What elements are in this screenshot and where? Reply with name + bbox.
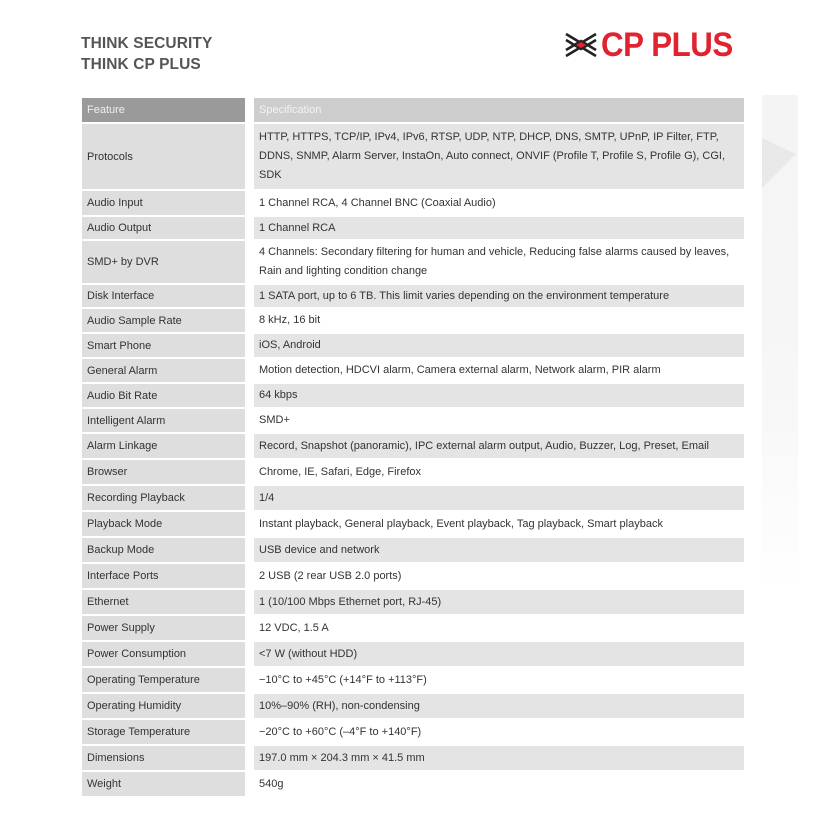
- feature-cell: Alarm Linkage: [82, 434, 245, 458]
- feature-cell: Storage Temperature: [82, 720, 245, 744]
- tagline-line-1: THINK SECURITY: [81, 35, 213, 52]
- table-row: [82, 720, 744, 744]
- feature-cell: Operating Humidity: [82, 694, 245, 718]
- table-row: [82, 434, 744, 458]
- feature-cell: Weight: [82, 772, 245, 796]
- table-row: [82, 334, 744, 357]
- feature-cell: Operating Temperature: [82, 668, 245, 692]
- specification-cell: 8 kHz, 16 bit: [254, 309, 744, 332]
- table-row: [82, 285, 744, 307]
- column-header-feature: Feature: [82, 98, 245, 122]
- specification-cell: 197.0 mm × 204.3 mm × 41.5 mm: [254, 746, 744, 770]
- specification-cell: −20°C to +60°C (–4°F to +140°F): [254, 720, 744, 744]
- specification-cell: 64 kbps: [254, 384, 744, 407]
- specification-cell: Motion detection, HDCVI alarm, Camera external alarm, Network alarm, PIR alarm: [254, 359, 744, 382]
- table-row: [82, 486, 744, 510]
- table-row: [82, 668, 744, 692]
- specification-cell: SMD+: [254, 409, 744, 432]
- table-row: [82, 409, 744, 432]
- specification-cell: HTTP, HTTPS, TCP/IP, IPv4, IPv6, RTSP, UDP, NTP, DHCP, DNS, SMTP, UPnP, IP Filter, FTP, DDNS, SNMP, Alarm Server, InstaOn, Auto connect, ONVIF (Profile T, Profile S, Profile G), CGI, SDK: [254, 124, 744, 189]
- feature-cell: Ethernet: [82, 590, 245, 614]
- table-row: [82, 694, 744, 718]
- specification-cell: 1 Channel RCA, 4 Channel BNC (Coaxial Audio): [254, 191, 744, 215]
- specification-cell: 10%–90% (RH), non-condensing: [254, 694, 744, 718]
- specification-cell: −10°C to +45°C (+14°F to +113°F): [254, 668, 744, 692]
- table-row: [82, 538, 744, 562]
- cp-plus-crossed-chevrons-icon: [564, 31, 598, 59]
- specification-cell: 4 Channels: Secondary filtering for human and vehicle, Reducing false alarms caused by leaves, Rain and lighting condition change: [254, 241, 744, 283]
- table-row: [82, 309, 744, 332]
- feature-cell: Audio Input: [82, 191, 245, 215]
- feature-cell: Audio Sample Rate: [82, 309, 245, 332]
- tagline-line-2: THINK CP PLUS: [81, 56, 201, 73]
- feature-cell: Audio Bit Rate: [82, 384, 245, 407]
- table-row: [82, 616, 744, 640]
- tagline: [81, 33, 212, 75]
- cp-plus-logo: [564, 27, 744, 63]
- table-row: [82, 772, 744, 796]
- feature-cell: Intelligent Alarm: [82, 409, 245, 432]
- column-header-specification: Specification: [254, 98, 744, 122]
- table-row: [82, 359, 744, 382]
- table-row: [82, 512, 744, 536]
- specification-cell: <7 W (without HDD): [254, 642, 744, 666]
- table-row: [82, 460, 744, 484]
- feature-cell: Interface Ports: [82, 564, 245, 588]
- table-row: [82, 564, 744, 588]
- feature-cell: Backup Mode: [82, 538, 245, 562]
- feature-cell: Recording Playback: [82, 486, 245, 510]
- feature-cell: SMD+ by DVR: [82, 241, 245, 283]
- feature-cell: Power Consumption: [82, 642, 245, 666]
- table-row: [82, 241, 744, 283]
- table-header-row: [82, 98, 744, 122]
- specification-cell: 2 USB (2 rear USB 2.0 ports): [254, 564, 744, 588]
- background-triangle-decoration: [762, 138, 796, 188]
- specification-cell: Instant playback, General playback, Event playback, Tag playback, Smart playback: [254, 512, 744, 536]
- feature-cell: Playback Mode: [82, 512, 245, 536]
- feature-cell: Smart Phone: [82, 334, 245, 357]
- specification-cell: 1/4: [254, 486, 744, 510]
- feature-cell: Disk Interface: [82, 285, 245, 307]
- table-row: [82, 217, 744, 239]
- feature-cell: Browser: [82, 460, 245, 484]
- table-row: [82, 590, 744, 614]
- feature-cell: Audio Output: [82, 217, 245, 239]
- specification-cell: Record, Snapshot (panoramic), IPC external alarm output, Audio, Buzzer, Log, Preset, Email: [254, 434, 744, 458]
- logo-text: CP PLUS: [601, 25, 733, 64]
- feature-cell: General Alarm: [82, 359, 245, 382]
- specification-cell: Chrome, IE, Safari, Edge, Firefox: [254, 460, 744, 484]
- table-row: [82, 746, 744, 770]
- table-row: [82, 124, 744, 189]
- table-row: [82, 642, 744, 666]
- feature-cell: Power Supply: [82, 616, 245, 640]
- feature-cell: Protocols: [82, 124, 245, 189]
- specification-cell: 1 Channel RCA: [254, 217, 744, 239]
- specification-cell: USB device and network: [254, 538, 744, 562]
- specification-cell: 1 (10/100 Mbps Ethernet port, RJ-45): [254, 590, 744, 614]
- table-row: [82, 191, 744, 215]
- specification-cell: iOS, Android: [254, 334, 744, 357]
- feature-cell: Dimensions: [82, 746, 245, 770]
- specification-cell: 1 SATA port, up to 6 TB. This limit varies depending on the environment temperature: [254, 285, 744, 307]
- spec-table: [82, 98, 744, 798]
- table-row: [82, 384, 744, 407]
- specification-cell: 540g: [254, 772, 744, 796]
- specification-cell: 12 VDC, 1.5 A: [254, 616, 744, 640]
